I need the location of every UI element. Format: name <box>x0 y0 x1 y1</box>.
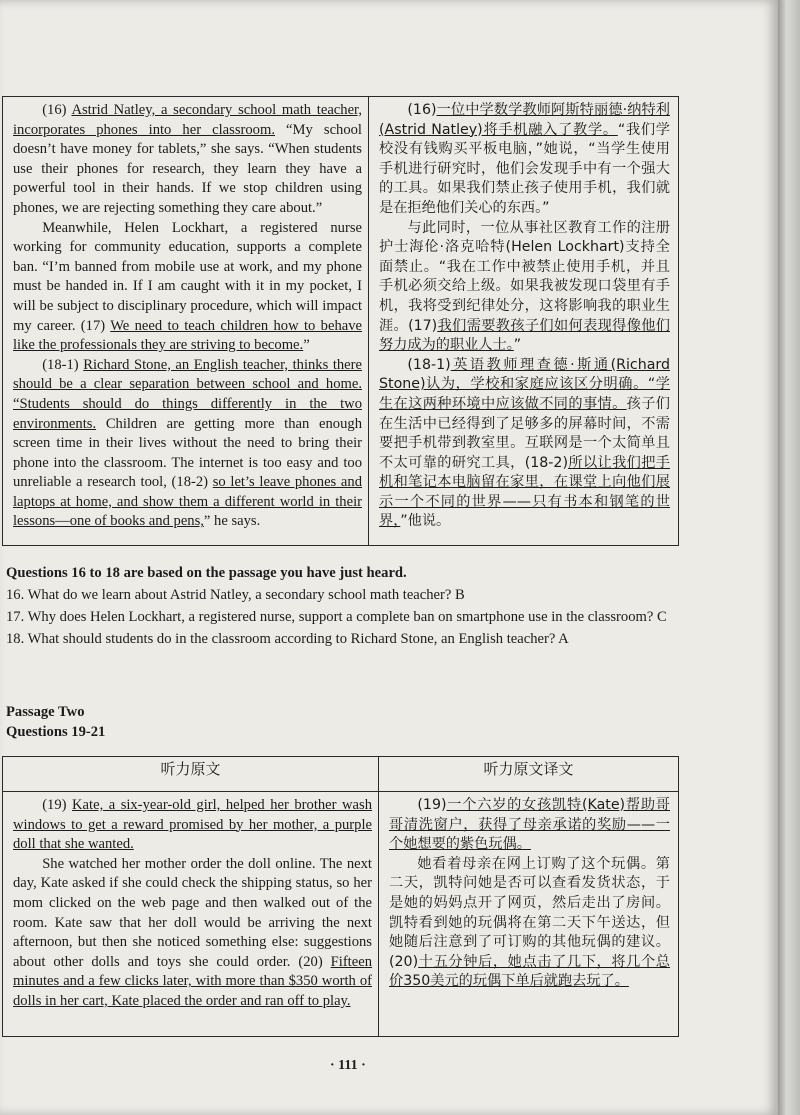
page-edge <box>778 0 800 1115</box>
marker: (18-1) <box>407 356 451 373</box>
marker: (16) <box>407 102 437 118</box>
passage-two-table <box>2 756 679 1037</box>
questions-heading: Questions 16 to 18 are based on the passage you have just heard. <box>6 565 407 581</box>
question-item: 17. Why does Helen Lockhart, a registered nurse, support a complete ban on smartphone use in the classroom? C <box>6 609 667 625</box>
passage-one-english <box>3 97 369 546</box>
marker: (19) <box>42 797 73 813</box>
text: ” <box>303 337 310 354</box>
english-paragraph <box>13 855 372 1012</box>
underlined-text: so let’s leave phones and laptops at home, and show them a different world in their lessons—one of books and pens, <box>13 474 362 530</box>
text: 与此同时，一位从事社区教育工作的注册护士海伦·洛克哈特(Helen Lockhart)支持全面禁止。“我在工作中被禁止使用手机，并且手机必须交给上级。如果我被发现口袋里有手机，我将受到纪律处分，这将影响我的职业生涯。(17) <box>379 219 670 334</box>
question-item: 18. What should students do in the classroom according to Richard Stone, an English teacher? A <box>6 631 569 647</box>
english-paragraph <box>13 219 362 356</box>
text: 她看着母亲在网上订购了这个玩偶。第二天，凯特问她是否可以查看发货状态，于是她的妈妈点开了网页，然后走出了房间。凯特看到她的玩偶将在第二天下午送达，但她随后注意到了可订购的其他玩偶的建议。(20) <box>389 855 670 970</box>
passage-two-chinese <box>379 792 679 1037</box>
page-number: · 111 · <box>330 1058 366 1073</box>
underlined-text: 一个六岁的女孩凯特(Kate)帮助哥哥清洗窗户，获得了母亲承诺的奖励——一个她想要的紫色玩偶。 <box>389 797 670 853</box>
passage-two-heading <box>6 702 105 742</box>
chinese-paragraph <box>379 219 670 356</box>
marker: (18-1) <box>42 356 84 373</box>
chinese-paragraph <box>389 855 670 992</box>
english-paragraph <box>13 796 372 855</box>
column-header-transcript: 听力原文 <box>3 757 379 792</box>
text: She watched her mother order the doll online. The next day, Kate asked if she could check the shipping status, so her mom clicked on the web page and then walked out of the room. Kate saw that her doll would be arriving the next afternoon, but then she noticed something else: suggestions about other dolls and toys she could order. (20) <box>13 855 372 970</box>
text: Children are getting more than enough screen time in their lives without the need to bring their phone into the classroom. The internet is too easy and too unreliable a research tool, (18-2) <box>13 415 362 491</box>
column-header-translation: 听力原文译文 <box>379 757 679 792</box>
text: ” he says. <box>203 513 261 530</box>
text: “我们学校没有钱购买平板电脑，”她说，“当学生使用手机进行研究时，他们会发现手中有一个强大的工具。如果我们禁止孩子使用手机，我们就是在拒绝他们关心的东西。” <box>379 121 670 216</box>
english-paragraph <box>13 356 362 532</box>
underlined-text: 英语教师理查德·斯通(Richard Stone)认为，学校和家庭应该区分明确。“学生在这两种环境中应该做不同的事情。 <box>379 356 670 412</box>
chinese-paragraph <box>379 356 670 532</box>
passage-title: Passage Two <box>6 704 85 720</box>
chinese-paragraph <box>379 101 670 219</box>
questions-block <box>6 562 674 650</box>
underlined-text: We need to teach children how to behave like the professionals they are striving to become. <box>13 317 362 354</box>
underlined-text: Astrid Natley, a secondary school math teacher, incorporates phones into her classroom. <box>13 102 362 138</box>
underlined-text: 所以让我们把手机和笔记本电脑留在家里，在课堂上向他们展示一个不同的世界——只有书本和钢笔的世界， <box>379 454 670 530</box>
passage-one-table <box>2 96 679 546</box>
text: ” <box>513 337 522 354</box>
underlined-text: Richard Stone, an English teacher, thinks there should be a clear separation between school and home. “Students should do things differently in the two environments. <box>13 356 362 432</box>
underlined-text: Kate, a six-year-old girl, helped her brother wash windows to get a reward promised by her mother, a purple doll that she wanted. <box>13 797 373 853</box>
english-paragraph <box>13 101 362 219</box>
underlined-text: Fifteen minutes and a few clicks later, with more than $350 worth of dolls in her cart, Kate placed the order and ran off to play. <box>13 953 372 1009</box>
passage-subtitle: Questions 19-21 <box>6 724 106 740</box>
marker: (19) <box>417 797 447 813</box>
passage-two-english <box>3 792 379 1037</box>
text: 孩子们在生活中已经得到了足够多的屏幕时间，不需要把手机带到教室里。互联网是一个太简单且不太可靠的研究工具，(18-2) <box>379 395 670 471</box>
underlined-text: 一位中学数学教师阿斯特丽德·纳特利(Astrid Natley)将手机融入了教学。 <box>379 102 670 138</box>
question-item: 16. What do we learn about Astrid Natley, a secondary school math teacher? B <box>6 587 465 603</box>
chinese-paragraph <box>389 796 670 855</box>
text: “My school doesn’t have money for tablets,” she says. “When students use their phones for research, they learn they have a powerful tool in their hands. If we stop children using phones, we are rejecting something they care about.” <box>13 121 362 216</box>
underlined-text: 我们需要教孩子们如何表现得像他们努力成为的职业人士。 <box>379 317 670 354</box>
text: ”他说。 <box>400 513 451 530</box>
marker: (16) <box>42 102 67 118</box>
text: Meanwhile, Helen Lockhart, a registered nurse working for community education, supports a complete ban. “I’m banned from mobile use at work, and my phone must be handed in. If I am caught with it in my pocket, I will be subject to disciplinary procedure, which will impact my career. (17) <box>13 219 362 334</box>
underlined-text: 十五分钟后，她点击了几下，将几个总价350美元的玩偶下单后就跑去玩了。 <box>389 953 670 990</box>
passage-one-chinese <box>369 97 679 546</box>
